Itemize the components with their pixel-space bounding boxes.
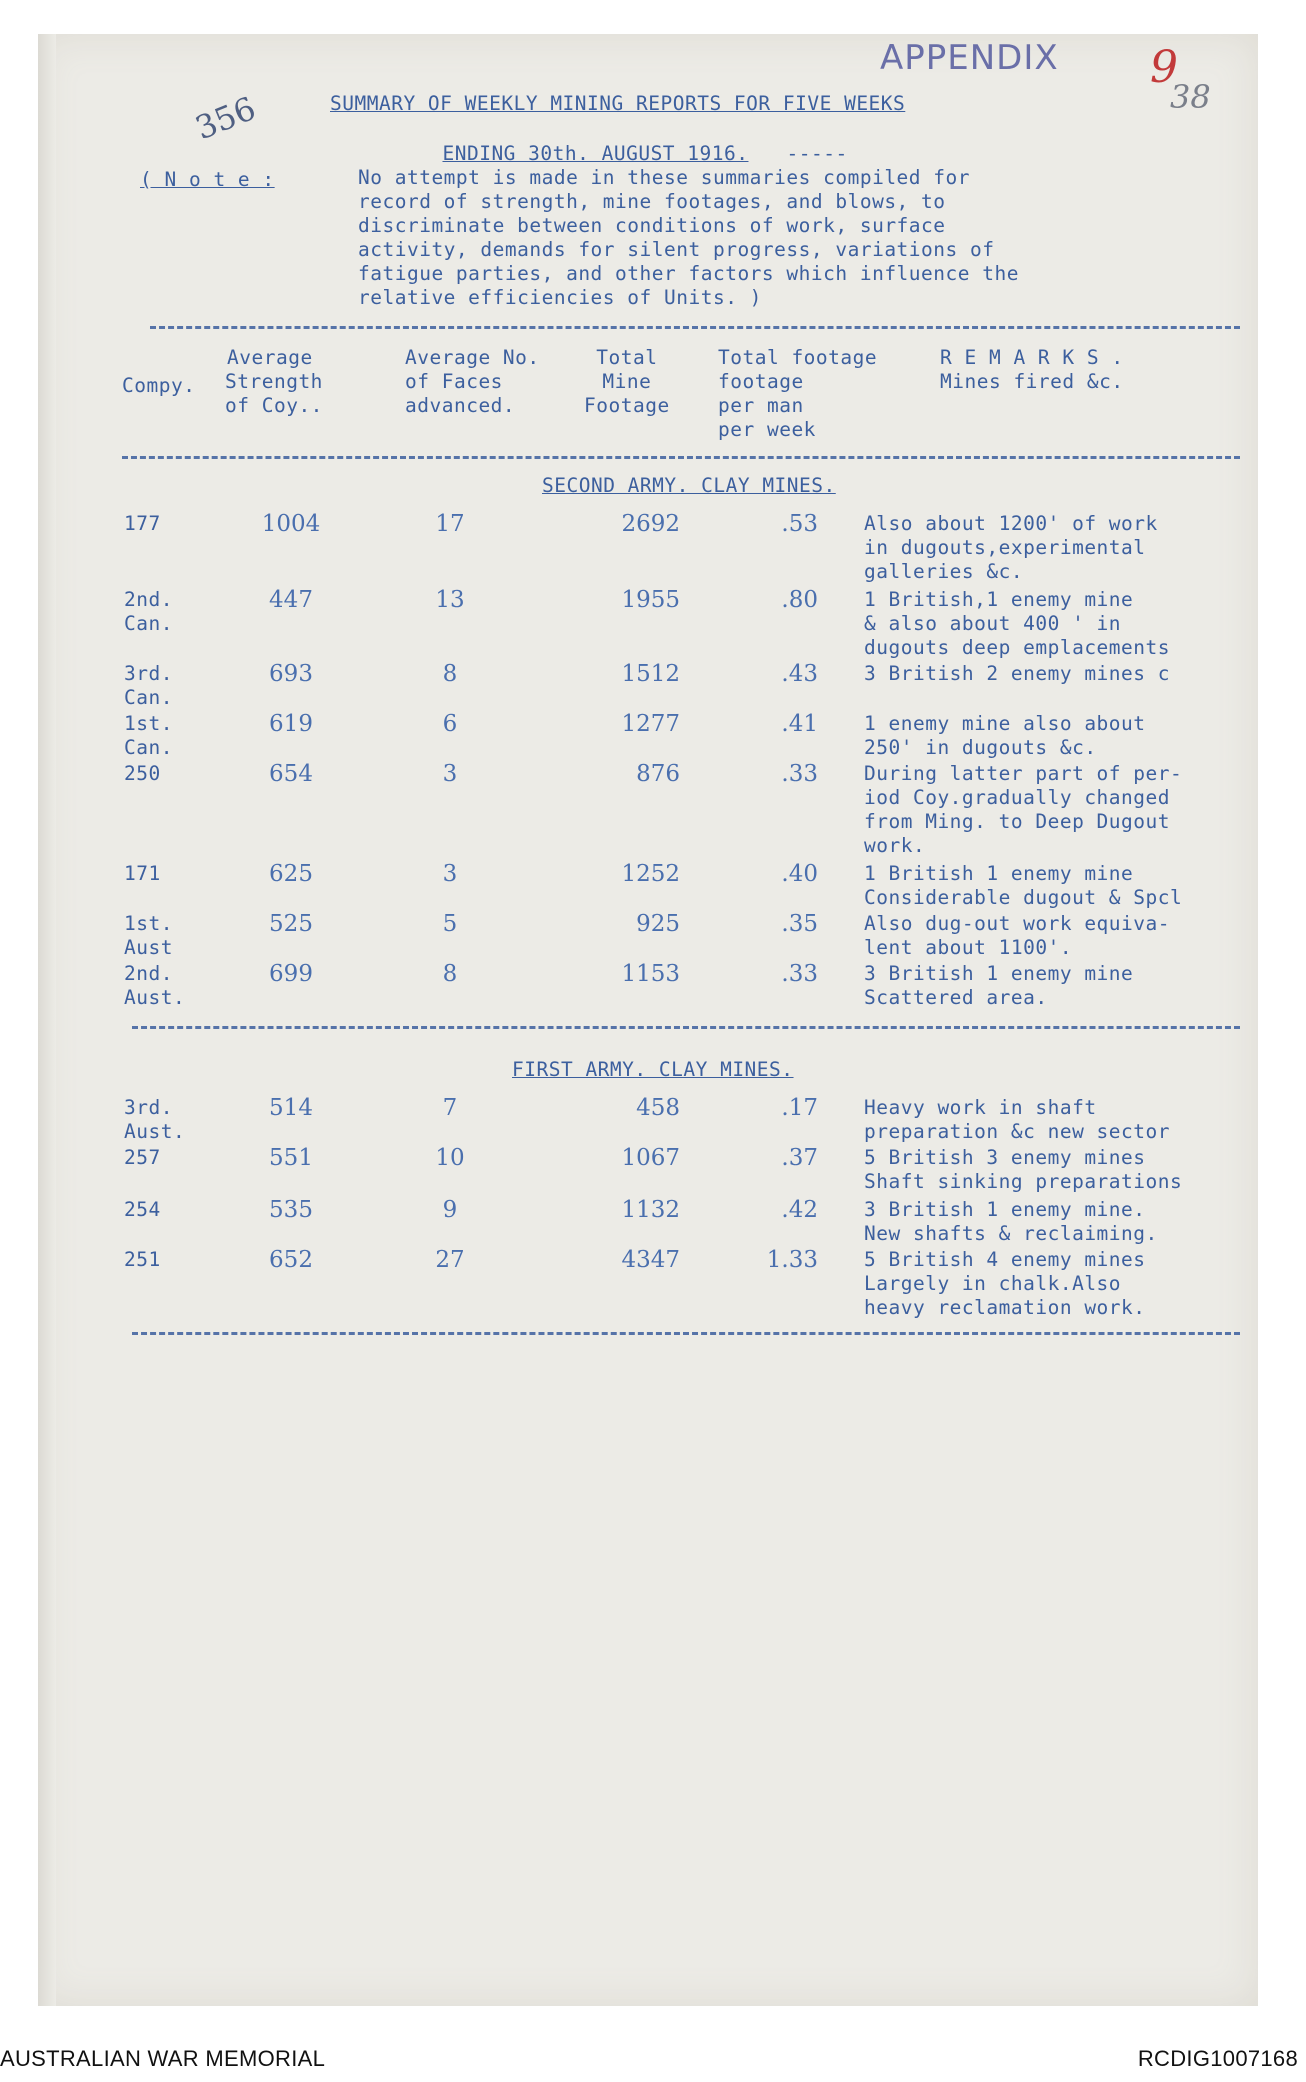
header-strength-line: Average — [227, 346, 313, 369]
header-footage-line: Mine — [602, 370, 652, 393]
faces-cell: 7 — [442, 1095, 458, 1121]
company-cell — [124, 962, 185, 1010]
remarks-line: 3 British 1 enemy mine. — [864, 1198, 1146, 1221]
remarks-line: 5 British 4 enemy mines — [864, 1248, 1146, 1271]
remarks-cell — [864, 1248, 1146, 1320]
company-cell — [124, 712, 173, 760]
per-man-cell: .35 — [781, 911, 818, 937]
strength-cell: 652 — [269, 1247, 313, 1273]
company-line: 1st. — [124, 912, 173, 935]
company-line: Can. — [124, 686, 173, 709]
company-line: Can. — [124, 612, 173, 635]
header-per-man-line: Total footage — [718, 346, 878, 369]
remarks-line: work. — [864, 834, 926, 857]
faces-cell: 8 — [442, 961, 458, 987]
header-faces-line: Average No. — [405, 346, 540, 369]
company-line: 257 — [124, 1146, 161, 1169]
footage-cell: 1955 — [621, 587, 680, 613]
remarks-cell — [864, 1096, 1170, 1144]
footage-cell: 458 — [636, 1095, 680, 1121]
faces-cell: 9 — [442, 1197, 458, 1223]
remarks-line: 3 British 1 enemy mine — [864, 962, 1134, 985]
company-cell — [124, 912, 173, 960]
per-man-cell: .53 — [781, 511, 818, 537]
footage-cell: 1067 — [621, 1145, 680, 1171]
red-appendix-number: 9 — [1150, 42, 1178, 93]
remarks-line: 1 enemy mine also about — [864, 712, 1146, 735]
remarks-line: & also about 400 ' in — [864, 612, 1122, 635]
section-divider — [132, 1332, 1240, 1335]
remarks-line: 250' in dugouts &c. — [864, 736, 1097, 759]
footer-archive-name: AUSTRALIAN WAR MEMORIAL — [0, 2046, 326, 2071]
company-line: 171 — [124, 862, 161, 885]
remarks-line: New shafts & reclaiming. — [864, 1222, 1158, 1245]
footage-cell: 1132 — [621, 1197, 680, 1223]
remarks-cell — [864, 588, 1170, 660]
strength-cell: 447 — [269, 587, 313, 613]
per-man-cell: .17 — [781, 1095, 818, 1121]
footage-cell: 4347 — [621, 1247, 680, 1273]
strength-cell: 625 — [269, 861, 313, 887]
faces-cell: 3 — [442, 861, 458, 887]
per-man-cell: .41 — [781, 711, 818, 737]
company-cell — [124, 662, 173, 710]
remarks-line: Also dug-out work equiva- — [864, 912, 1170, 935]
strength-cell: 525 — [269, 911, 313, 937]
per-man-cell: .40 — [781, 861, 818, 887]
header-strength-line: of Coy.. — [225, 394, 323, 417]
per-man-cell: .33 — [781, 761, 818, 787]
header-remarks-line: R E M A R K S . — [940, 346, 1124, 369]
remarks-line: 3 British 2 enemy mines c — [864, 662, 1170, 685]
remarks-line: dugouts deep emplacements — [864, 636, 1170, 659]
header-company: Compy. — [122, 374, 196, 397]
per-man-cell: .42 — [781, 1197, 818, 1223]
remarks-cell — [864, 962, 1133, 1010]
document-title-line-1: SUMMARY OF WEEKLY MINING REPORTS FOR FIVE WEEKS — [330, 92, 906, 115]
folio-number: 356 — [190, 89, 261, 148]
strength-cell: 654 — [269, 761, 313, 787]
page-number-mark: 38 — [1170, 78, 1211, 116]
company-cell — [124, 512, 161, 536]
remarks-line: lent about 1100'. — [864, 936, 1073, 959]
company-line: 1st. — [124, 712, 173, 735]
faces-cell: 5 — [442, 911, 458, 937]
header-remarks-line: Mines fired &c. — [940, 370, 1124, 393]
remarks-cell — [864, 712, 1146, 760]
title-date: ENDING 30th. AUGUST 1916. — [442, 142, 749, 165]
footage-cell: 1277 — [621, 711, 680, 737]
company-cell — [124, 588, 173, 636]
per-man-cell: .33 — [781, 961, 818, 987]
remarks-cell — [864, 512, 1158, 584]
company-cell — [124, 862, 161, 886]
header-per-man-line: per man — [718, 394, 804, 417]
header-footage-line: Footage — [584, 394, 670, 417]
company-line: 251 — [124, 1248, 161, 1271]
appendix-stamp: APPENDIX — [880, 38, 1059, 78]
per-man-cell: 1.33 — [766, 1247, 818, 1273]
header-strength-line: Strength — [225, 370, 323, 393]
company-line: 177 — [124, 512, 161, 535]
company-cell — [124, 1096, 185, 1144]
strength-cell: 514 — [269, 1095, 313, 1121]
remarks-line: 5 British 3 enemy mines — [864, 1146, 1146, 1169]
note-label: ( N o t e : — [140, 168, 275, 191]
strength-cell: 551 — [269, 1145, 313, 1171]
company-cell — [124, 762, 161, 786]
strength-cell: 535 — [269, 1197, 313, 1223]
per-man-cell: .43 — [781, 661, 818, 687]
company-cell — [124, 1248, 161, 1272]
remarks-line: 1 British,1 enemy mine — [864, 588, 1134, 611]
remarks-line: Shaft sinking preparations — [864, 1170, 1183, 1193]
strength-cell: 699 — [269, 961, 313, 987]
company-line: Aust. — [124, 986, 186, 1009]
remarks-line: 1 British 1 enemy mine — [864, 862, 1134, 885]
remarks-line: Scattered area. — [864, 986, 1048, 1009]
remarks-cell — [864, 762, 1182, 858]
remarks-line: from Ming. to Deep Dugout — [864, 810, 1170, 833]
remarks-cell — [864, 912, 1170, 960]
footage-cell: 1512 — [621, 661, 680, 687]
title-suffix: ----- — [786, 142, 848, 165]
header-per-man-line: footage — [718, 370, 804, 393]
faces-cell: 13 — [435, 587, 465, 613]
header-footage-line: Total — [596, 346, 658, 369]
company-line: 3rd. — [124, 662, 173, 685]
footage-cell: 1153 — [621, 961, 680, 987]
note-line: No attempt is made in these summaries compiled for — [358, 166, 970, 189]
company-line: 3rd. — [124, 1096, 173, 1119]
strength-cell: 1004 — [261, 511, 321, 537]
remarks-line: Also about 1200' of work — [864, 512, 1158, 535]
per-man-cell: .37 — [781, 1145, 818, 1171]
remarks-cell — [864, 1146, 1182, 1194]
note-line: discriminate between conditions of work, surface — [358, 214, 946, 237]
remarks-line: Largely in chalk.Also — [864, 1272, 1122, 1295]
note-line: fatigue parties, and other factors which influence the — [358, 262, 1019, 285]
remarks-line: iod Coy.gradually changed — [864, 786, 1170, 809]
company-line: 2nd. — [124, 588, 173, 611]
per-man-cell: .80 — [781, 587, 818, 613]
header-per-man-line: per week — [718, 418, 816, 441]
faces-cell: 27 — [435, 1247, 465, 1273]
company-line: Aust. — [124, 1120, 186, 1143]
remarks-line: Heavy work in shaft — [864, 1096, 1097, 1119]
footage-cell: 925 — [636, 911, 680, 937]
remarks-line: heavy reclamation work. — [864, 1296, 1146, 1319]
section-divider — [132, 1026, 1240, 1029]
company-cell — [124, 1198, 161, 1222]
company-cell — [124, 1146, 161, 1170]
header-faces-line: of Faces — [405, 370, 503, 393]
company-line: 250 — [124, 762, 161, 785]
company-line: Can. — [124, 736, 173, 759]
remarks-line: Considerable dugout & Spcl — [864, 886, 1183, 909]
company-line: Aust — [124, 936, 173, 959]
faces-cell: 8 — [442, 661, 458, 687]
company-line: 2nd. — [124, 962, 173, 985]
remarks-line: During latter part of per- — [864, 762, 1183, 785]
footer-record-id: RCDIG1007168 — [1137, 2046, 1298, 2071]
note-line: relative efficiencies of Units. ) — [358, 286, 762, 309]
note-line: activity, demands for silent progress, variations of — [358, 238, 995, 261]
section-title: SECOND ARMY. CLAY MINES. — [542, 474, 836, 497]
remarks-line: in dugouts,experimental — [864, 536, 1146, 559]
faces-cell: 3 — [442, 761, 458, 787]
faces-cell: 10 — [435, 1145, 465, 1171]
remarks-line: galleries &c. — [864, 560, 1024, 583]
remarks-cell — [864, 1198, 1158, 1246]
footage-cell: 1252 — [621, 861, 680, 887]
remarks-line: preparation &c new sector — [864, 1120, 1170, 1143]
strength-cell: 693 — [269, 661, 313, 687]
strength-cell: 619 — [269, 711, 313, 737]
footage-cell: 876 — [636, 761, 680, 787]
faces-cell: 6 — [442, 711, 458, 737]
remarks-cell — [864, 662, 1170, 686]
header-faces-line: advanced. — [405, 394, 516, 417]
faces-cell: 17 — [435, 511, 465, 537]
footage-cell: 2692 — [621, 511, 680, 537]
remarks-cell — [864, 862, 1182, 910]
section-title: FIRST ARMY. CLAY MINES. — [512, 1058, 794, 1081]
note-line: record of strength, mine footages, and blows, to — [358, 190, 946, 213]
company-line: 254 — [124, 1198, 161, 1221]
